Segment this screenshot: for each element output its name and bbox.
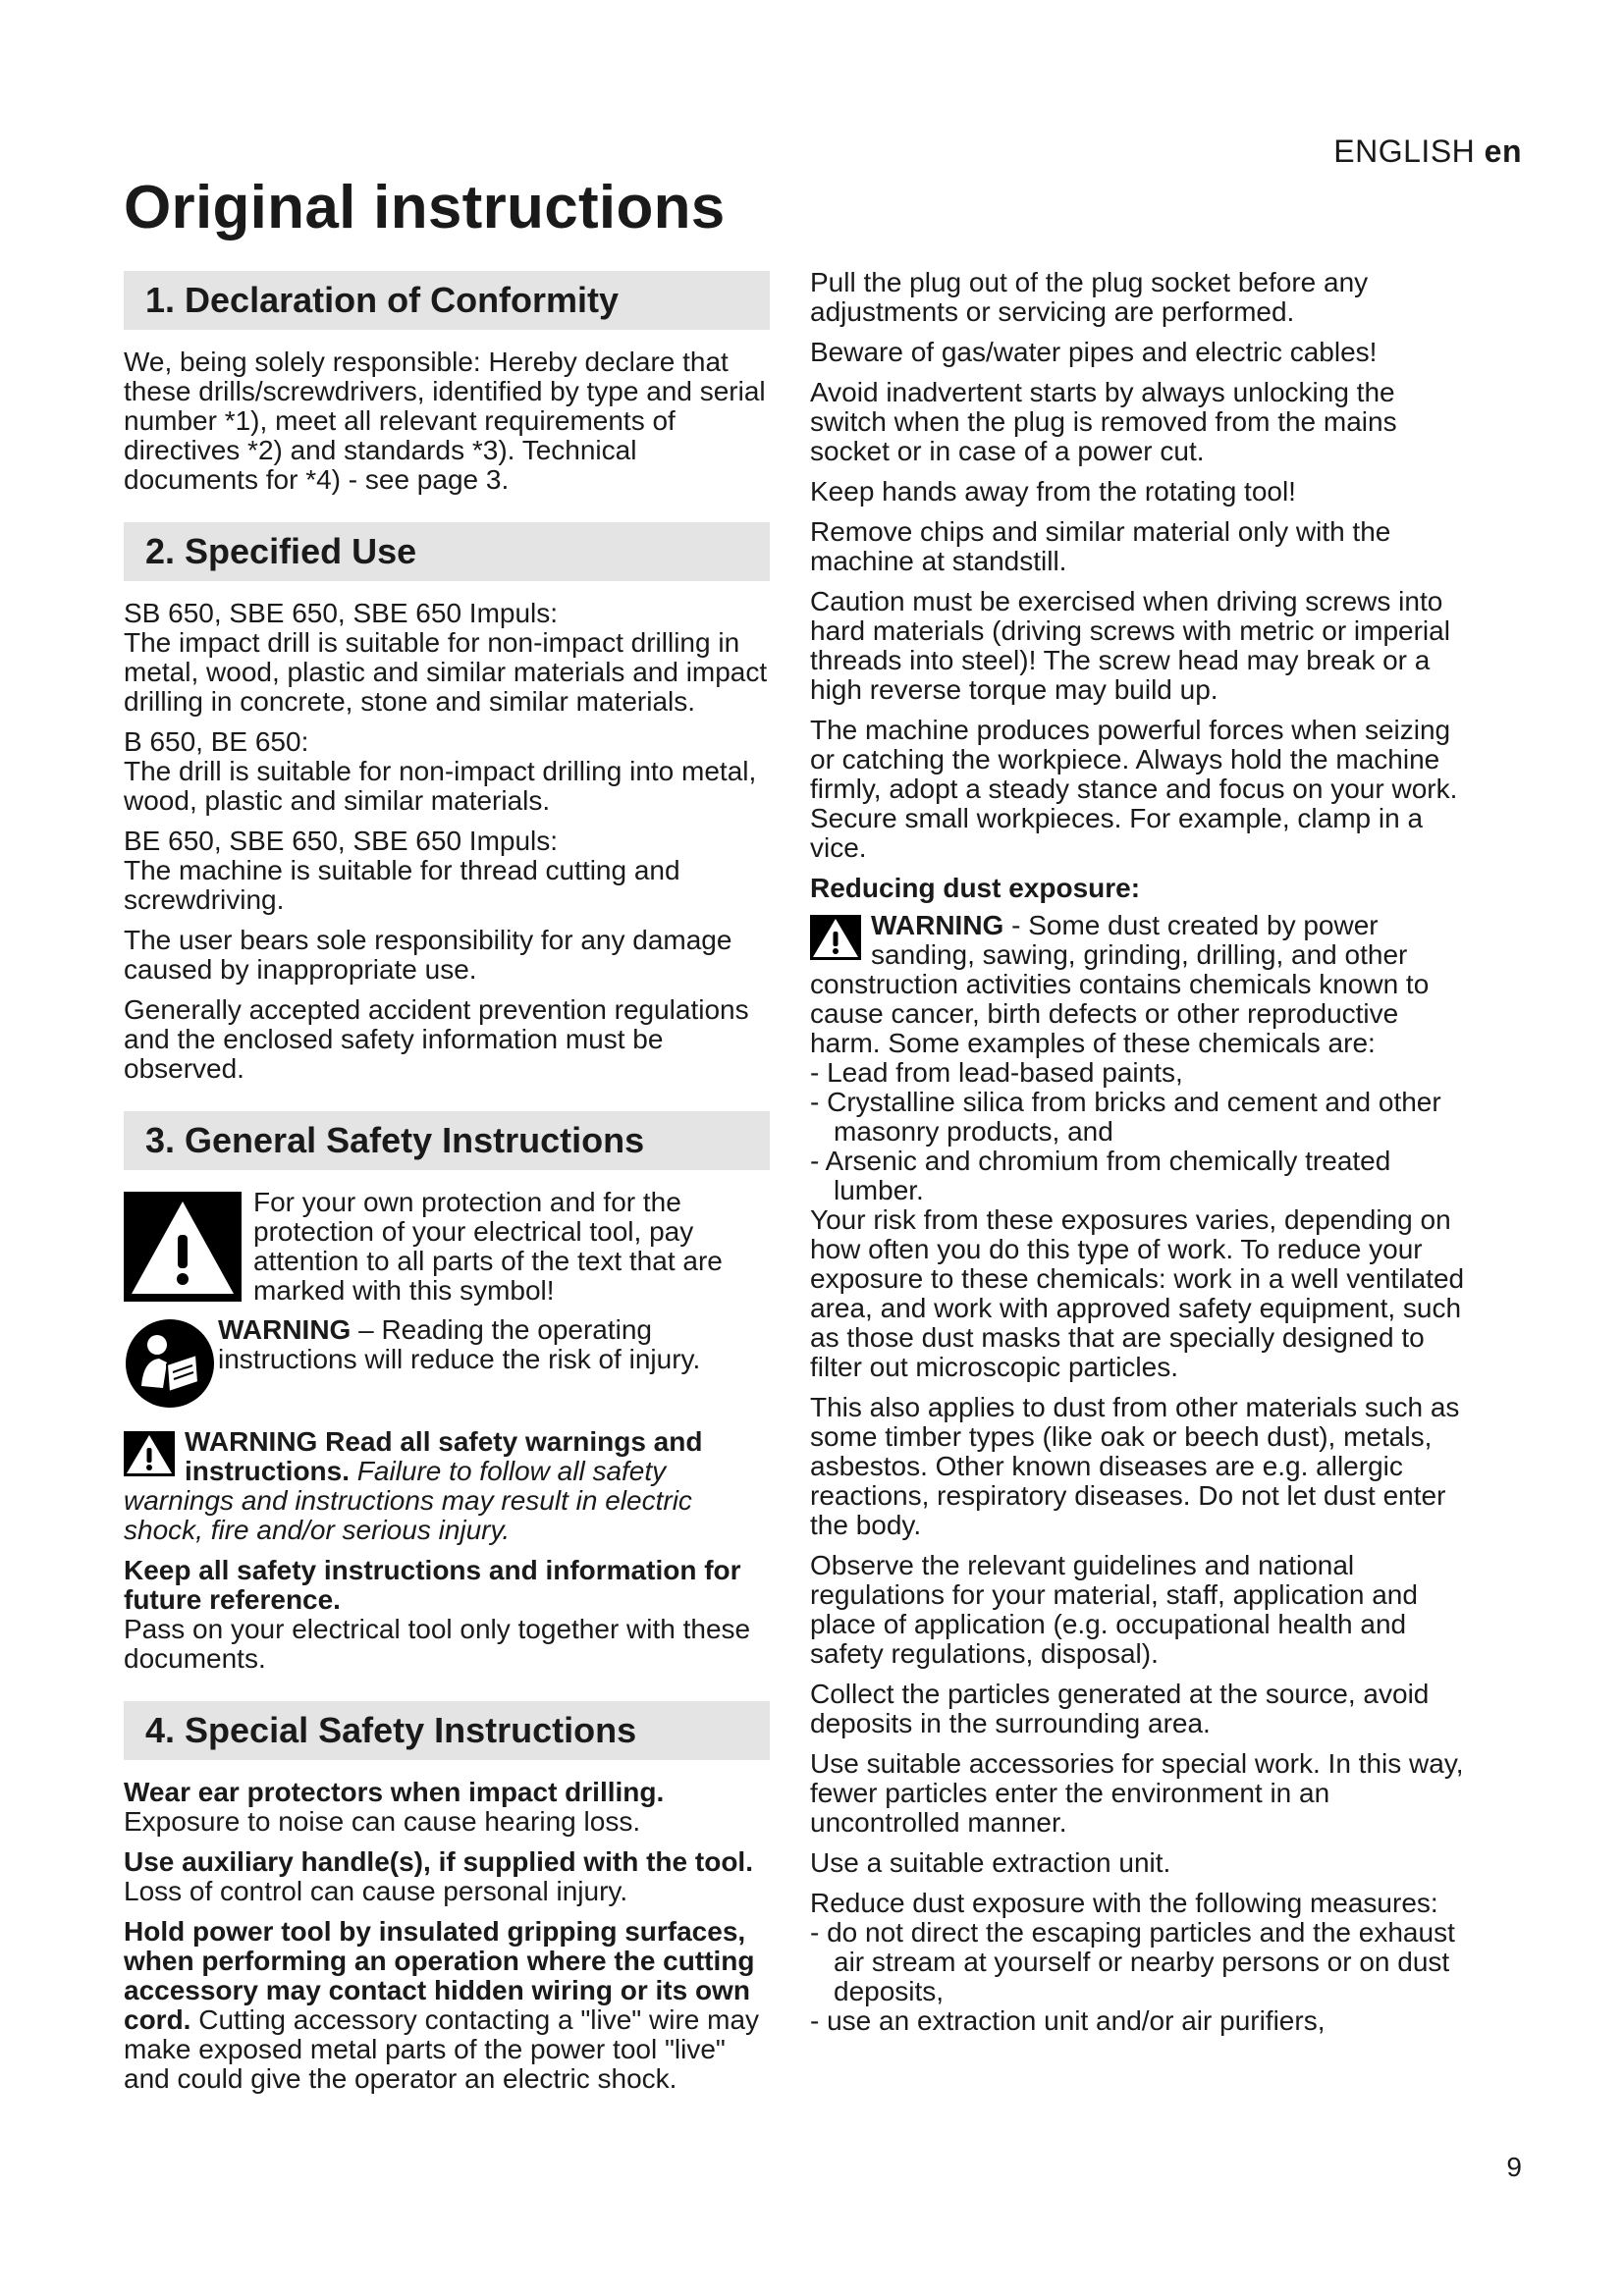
chemical-item: - Arsenic and chromium from chemically treated lumber. xyxy=(810,1146,1391,1205)
safety-paragraph: Beware of gas/water pipes and electric cables! xyxy=(810,337,1378,367)
read-manual-icon xyxy=(124,1317,216,1410)
warning-triangle-icon xyxy=(810,915,861,960)
read-manual-sentence: – Reading the operating instructions will reduce the risk of injury. xyxy=(218,1314,701,1374)
measure-item: - use an extraction unit and/or air purifiers, xyxy=(810,2005,1326,2036)
keep-instructions-text: Pass on your electrical tool only together with these documents. xyxy=(124,1614,751,1674)
special-instruction xyxy=(124,1917,770,2094)
language-code: en xyxy=(1484,133,1522,169)
safety-paragraph: Avoid inadvertent starts by always unlocking the switch when the plug is removed from the mains socket or in case of a power cut. xyxy=(810,377,1397,466)
keep-instructions xyxy=(124,1556,770,1674)
keep-instructions-bold: Keep all safety instructions and information for future reference. xyxy=(124,1555,741,1615)
instruction-text: Loss of control can cause personal injury. xyxy=(124,1876,628,1906)
declaration-text: We, being solely responsible: Hereby declare that these drills/screwdrivers, identified by type and serial number *1), meet all relevant requirements of directives *2) and standards *3). Technical documents for *4) - see page 3. xyxy=(124,347,766,495)
specified-use-paragraph xyxy=(124,827,770,915)
risk-paragraph: Your risk from these exposures varies, depending on how often you do this type of work. To reduce your exposure to these chemicals: work in a well ventilated area, and work with approved safety equipment, such as those dust masks that are specially designed to filter out microscopic particles. xyxy=(810,1204,1465,1382)
safety-paragraph: Use a suitable extraction unit. xyxy=(810,1847,1171,1878)
paragraph-text: The drill is suitable for non-impact drilling into metal, wood, plastic and similar materials. xyxy=(124,756,757,816)
paragraph-text: The machine is suitable for thread cutting and screwdriving. xyxy=(124,855,680,915)
language-word: ENGLISH xyxy=(1333,133,1476,169)
safety-warning xyxy=(124,1427,770,1545)
safety-paragraph: Use suitable accessories for special work. In this way, fewer particles enter the environment in an uncontrolled manner. xyxy=(810,1748,1464,1838)
safety-paragraph: Secure small workpieces. For example, clamp in a vice. xyxy=(810,803,1424,863)
page-number: 9 xyxy=(1506,2152,1522,2182)
measure-item: - do not direct the escaping particles and the exhaust air stream at yourself or nearby persons or on dust deposits, xyxy=(810,1917,1455,2006)
symbol-notice-text: For your own protection and for the protection of your electrical tool, pay attention to all parts of the text that are marked with this symbol! xyxy=(253,1187,723,1306)
instruction-text: Exposure to noise can cause hearing loss. xyxy=(124,1806,641,1837)
safety-warning-bold: WARNING Read all safety warnings and instructions. xyxy=(185,1426,703,1486)
language-label xyxy=(1333,133,1522,170)
safety-paragraph: The machine produces powerful forces when seizing or catching the workpiece. Always hold the machine firmly, adopt a steady stance and focus on your work. xyxy=(810,715,1458,804)
warning-label: WARNING xyxy=(871,910,1004,940)
section-heading-general-safety: 3. General Safety Instructions xyxy=(124,1111,770,1170)
section-heading-specified-use: 2. Specified Use xyxy=(124,522,770,581)
specified-use-paragraph xyxy=(124,599,770,717)
instruction-text: Cutting accessory contacting a "live" wire may make exposed metal parts of the power tool "live" and could give the operator an electric shock. xyxy=(124,2004,760,2094)
section-heading-special-safety: 4. Special Safety Instructions xyxy=(124,1701,770,1760)
read-manual-notice xyxy=(124,1315,770,1410)
page-title: Original instructions xyxy=(124,174,726,241)
safety-paragraph: Observe the relevant guidelines and national regulations for your material, staff, application and place of application (e.g. occupational health and safety regulations, disposal). xyxy=(810,1550,1418,1669)
instruction-bold: Wear ear protectors when impact drilling. xyxy=(124,1777,665,1807)
instruction-bold: Use auxiliary handle(s), if supplied with the tool. xyxy=(124,1846,753,1877)
regulations-text: Generally accepted accident prevention regulations and the enclosed safety information must be observed. xyxy=(124,994,749,1084)
warning-triangle-icon xyxy=(124,1431,175,1476)
safety-paragraph: Pull the plug out of the plug socket before any adjustments or servicing are performed. xyxy=(810,267,1369,327)
responsibility-text: The user bears sole responsibility for any damage caused by inappropriate use. xyxy=(124,925,732,985)
symbol-notice xyxy=(124,1188,770,1306)
special-instruction xyxy=(124,1847,770,1906)
safety-paragraph: Remove chips and similar material only with the machine at standstill. xyxy=(810,516,1391,576)
special-instruction xyxy=(124,1778,770,1837)
model-line: B 650, BE 650: xyxy=(124,726,309,757)
dust-heading: Reducing dust exposure: xyxy=(810,873,1141,903)
dust-warning xyxy=(810,911,1468,1058)
warning-triangle-icon xyxy=(124,1192,242,1302)
specified-use-paragraph xyxy=(124,727,770,816)
model-line: SB 650, SBE 650, SBE 650 Impuls: xyxy=(124,598,559,628)
section-heading-declaration: 1. Declaration of Conformity xyxy=(124,271,770,330)
model-line: BE 650, SBE 650, SBE 650 Impuls: xyxy=(124,826,559,856)
safety-paragraph: Keep hands away from the rotating tool! xyxy=(810,476,1296,507)
chemical-item: - Crystalline silica from bricks and cement and other masonry products, and xyxy=(810,1087,1441,1147)
safety-paragraph: Collect the particles generated at the source, avoid deposits in the surrounding area. xyxy=(810,1679,1430,1738)
measures-intro: Reduce dust exposure with the following measures: xyxy=(810,1888,1438,1918)
dust-warning-text: - Some dust created by power sanding, sawing, grinding, drilling, and other construction activities contains chemicals known to cause cancer, birth defects or other reproductive harm. Some examples of these chemicals are: xyxy=(810,910,1430,1058)
paragraph-text: The impact drill is suitable for non-impact drilling in metal, wood, plastic and similar materials and impact drilling in concrete, stone and similar materials. xyxy=(124,627,768,717)
left-column xyxy=(124,271,770,2105)
instruction-bold: Hold power tool by insulated gripping surfaces, when performing an operation where the cutting accessory may contact hidden wiring or its own cord. xyxy=(124,1916,755,2035)
warning-label: WARNING xyxy=(218,1314,352,1345)
safety-warning-italic: Failure to follow all safety warnings and instructions may result in electric shock, fire and/or serious injury. xyxy=(124,1456,692,1545)
safety-paragraph: Caution must be exercised when driving screws into hard materials (driving screws with metric or imperial threads into steel)! The screw head may break or a high reverse torque may build up. xyxy=(810,586,1450,705)
read-manual-text xyxy=(218,1315,770,1374)
safety-paragraph: This also applies to dust from other materials such as some timber types (like oak or beech dust), metals, asbestos. Other known diseases are e.g. allergic reactions, respiratory diseases. Do not let dust enter the body. xyxy=(810,1392,1460,1540)
chemical-item: - Lead from lead-based paints, xyxy=(810,1057,1183,1088)
right-column xyxy=(810,268,1468,2036)
